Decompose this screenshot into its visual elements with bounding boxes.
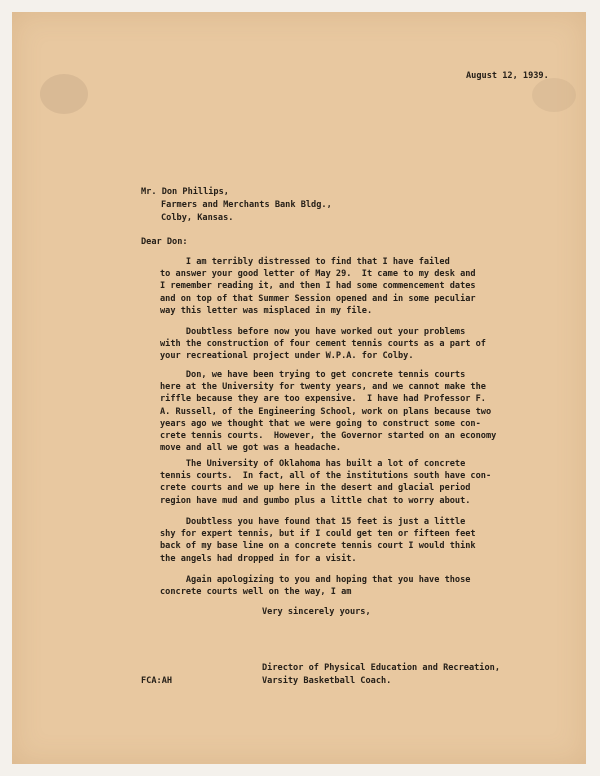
- letter-date: August 12, 1939.: [466, 71, 549, 81]
- paragraph-line: to answer your good letter of May 29. It came to my desk and: [160, 269, 476, 280]
- paragraph-3: [160, 369, 496, 454]
- paragraph-line: Again apologizing to you and hoping that you have those: [160, 575, 471, 585]
- signature-title: Director of Physical Education and Recreation,: [262, 663, 500, 673]
- paragraph-line: back of my base line on a concrete tennis court I would think: [160, 541, 476, 552]
- paragraph-line: with the construction of four cement tennis courts as a part of: [160, 339, 486, 350]
- salutation: Dear Don:: [141, 237, 188, 247]
- paragraph-line: Doubtless before now you have worked out your problems: [160, 327, 466, 337]
- recipient-address: Farmers and Merchants Bank Bldg.,: [161, 200, 332, 210]
- paragraph-line: the angels had dropped in for a visit.: [160, 553, 357, 564]
- paragraph-line: concrete courts well on the way, I am: [160, 587, 352, 598]
- reference-initials: FCA:AH: [141, 676, 173, 686]
- paragraph-line: way this letter was misplaced in my file.: [160, 305, 373, 316]
- paragraph-1: [160, 256, 476, 317]
- paper-stain: [532, 78, 576, 112]
- paragraph-line: shy for expert tennis, but if I could get ten or fifteen feet: [160, 529, 476, 540]
- paragraph-line: region have mud and gumbo plus a little chat to worry about.: [160, 495, 471, 506]
- paragraph-6: [160, 574, 470, 598]
- paper-stain: [40, 74, 88, 114]
- paragraph-2: [160, 326, 486, 363]
- paragraph-line: here at the University for twenty years, and we cannot make the: [160, 382, 486, 393]
- paragraph-line: The University of Oklahoma has built a lot of concrete: [160, 459, 466, 469]
- paragraph-line: move and all we got was a headache.: [160, 443, 342, 454]
- paragraph-line: your recreational project under W.P.A. for Colby.: [160, 351, 414, 362]
- paragraph-line: I am terribly distressed to find that I have failed: [160, 257, 450, 267]
- paragraph-line: years ago we thought that we were going to construct some con-: [160, 418, 481, 429]
- paragraph-line: riffle because they are too expensive. I have had Professor F.: [160, 394, 486, 405]
- paragraph-line: and on top of that Summer Session opened and in some peculiar: [160, 293, 476, 304]
- paragraph-line: tennis courts. In fact, all of the institutions south have con-: [160, 471, 492, 482]
- paragraph-line: crete courts and we up here in the desert and glacial period: [160, 483, 471, 494]
- closing: Very sincerely yours,: [262, 607, 371, 617]
- signature-subtitle: Varsity Basketball Coach.: [262, 676, 392, 686]
- paragraph-5: [160, 516, 476, 565]
- recipient-city: Colby, Kansas.: [161, 213, 234, 223]
- paragraph-4: [160, 458, 491, 507]
- paragraph-line: crete tennis courts. However, the Governor started on an economy: [160, 431, 497, 442]
- recipient-name: Mr. Don Phillips,: [141, 187, 229, 197]
- paragraph-line: Don, we have been trying to get concrete tennis courts: [160, 370, 466, 380]
- paragraph-line: A. Russell, of the Engineering School, work on plans because two: [160, 406, 492, 417]
- paragraph-line: Doubtless you have found that 15 feet is just a little: [160, 517, 466, 527]
- paragraph-line: I remember reading it, and then I had some commencement dates: [160, 281, 476, 292]
